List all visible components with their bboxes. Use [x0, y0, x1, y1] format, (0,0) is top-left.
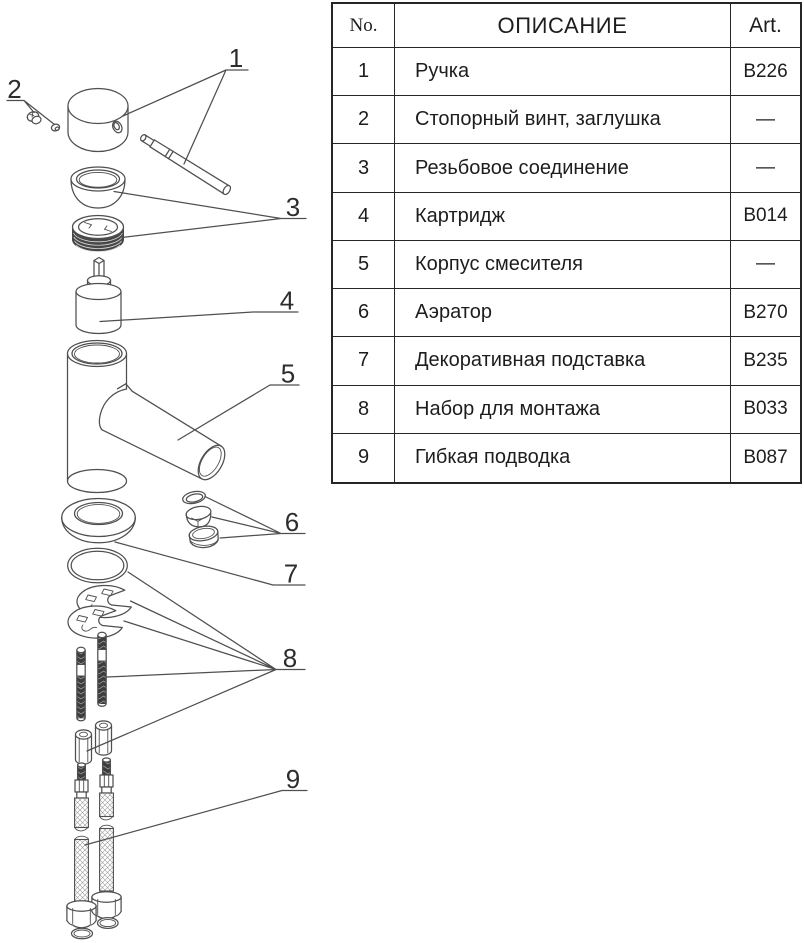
table-row	[333, 337, 800, 385]
cell-art: —	[731, 96, 800, 144]
hose-right	[92, 758, 121, 928]
column-header-description: ОПИСАНИЕ	[395, 4, 731, 48]
cell-no: 7	[333, 337, 395, 385]
table-row	[333, 241, 800, 289]
table-row	[333, 434, 800, 482]
cell-description: Декоративная подставка	[395, 337, 731, 385]
handle-lever-rod	[139, 132, 232, 195]
cell-art: —	[731, 241, 800, 289]
cell-art: B087	[743, 446, 788, 468]
cell-art: B033	[731, 386, 800, 434]
callout-6: 6	[284, 507, 300, 537]
cell-description: Картридж	[395, 193, 731, 241]
part-mixer-body	[68, 341, 231, 493]
horseshoe-gasket-lower	[68, 606, 122, 638]
column-header-art: Art.	[731, 4, 800, 48]
cell-description: Резьбовое соединение	[395, 144, 731, 192]
part-set-screw-plug	[26, 110, 60, 132]
cell-description: Корпус смесителя	[395, 241, 731, 289]
part-cartridge	[76, 258, 121, 334]
callout-9: 9	[285, 764, 301, 794]
cell-no: 3	[333, 144, 395, 192]
mounting-stud-left	[77, 647, 85, 720]
parts-table	[331, 2, 802, 484]
table-row	[333, 386, 800, 434]
cell-no: 2	[333, 96, 395, 144]
part-threaded-connection	[71, 167, 125, 251]
callout-numbers	[7, 43, 300, 794]
cell-no: 8	[333, 386, 395, 434]
table-row	[333, 48, 800, 96]
cell-art: B270	[731, 289, 800, 337]
hex-sleeve-left	[76, 730, 92, 764]
callout-2: 2	[7, 74, 22, 104]
cell-art: B226	[731, 48, 800, 96]
callout-5: 5	[280, 358, 296, 389]
part-mounting-kit	[68, 548, 132, 764]
cell-description: Аэратор	[395, 289, 731, 337]
part-flexible-hoses	[67, 758, 121, 939]
callout-3: 3	[285, 192, 301, 222]
cell-no: 9	[333, 434, 395, 482]
cell-no: 4	[333, 193, 395, 241]
cell-no: 1	[333, 48, 395, 96]
cell-description: Гибкая подводка	[395, 434, 731, 482]
cell-description: Стопорный винт, заглушка	[395, 96, 731, 144]
cell-art: B014	[731, 193, 800, 241]
hex-sleeve-right	[96, 721, 112, 755]
mounting-stud-right	[98, 632, 106, 706]
cell-no: 6	[333, 289, 395, 337]
callout-8: 8	[282, 643, 298, 673]
part-decorative-base	[62, 499, 136, 543]
cell-art: —	[731, 144, 800, 192]
cell-description: Ручка	[395, 48, 731, 96]
callout-4: 4	[279, 285, 295, 316]
part-aerator	[182, 489, 219, 547]
table-header-row	[333, 4, 800, 48]
callout-1: 1	[228, 43, 244, 73]
column-header-no: No.	[333, 4, 395, 48]
cell-description: Набор для монтажа	[395, 386, 731, 434]
table-row	[333, 96, 800, 144]
table-row	[333, 289, 800, 337]
exploded-diagram	[0, 0, 330, 943]
cell-art: B235	[731, 337, 800, 385]
table-row	[333, 193, 800, 241]
cell-no: 5	[333, 241, 395, 289]
table-row	[333, 144, 800, 192]
callout-7: 7	[283, 558, 299, 589]
